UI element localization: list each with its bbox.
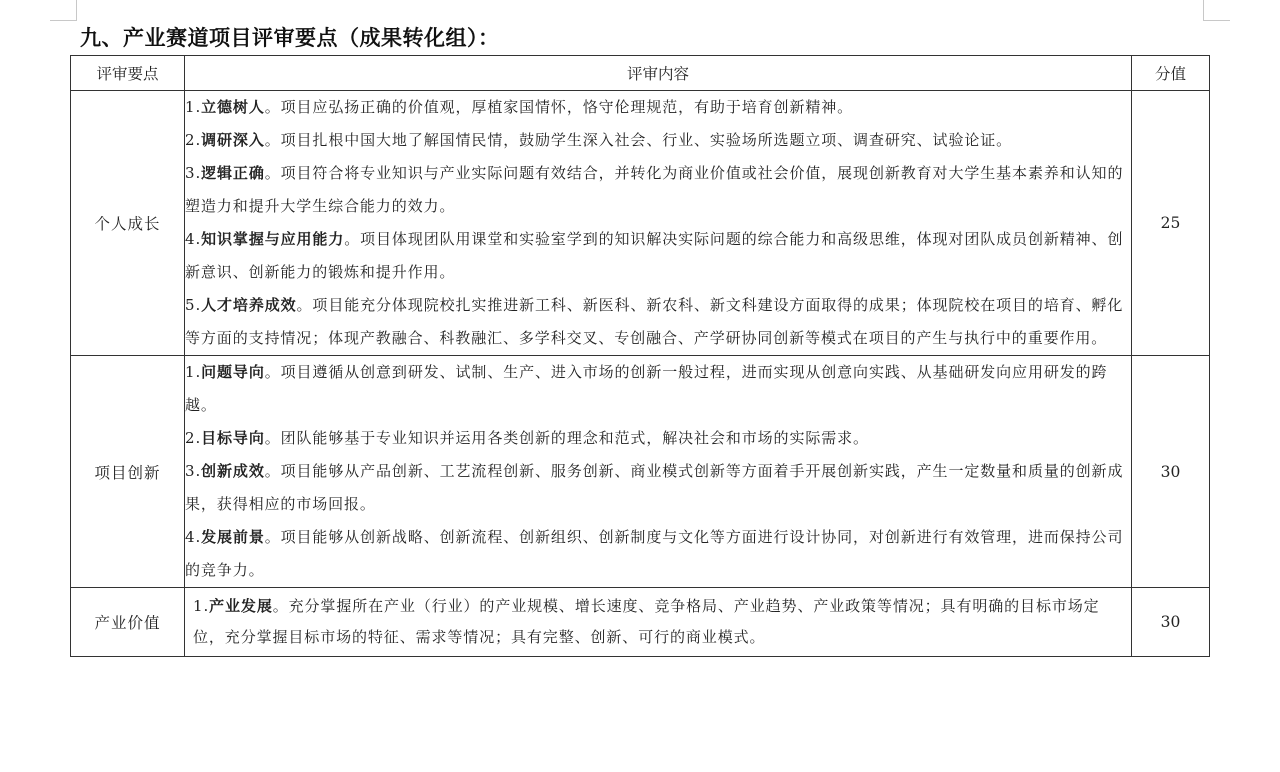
header-score: 分值: [1132, 56, 1210, 91]
table-row-industry-value: [71, 588, 1210, 657]
criterion-item: 1.产业发展。充分掌握所在产业（行业）的产业规模、增长速度、竞争格局、产业趋势、产业政策等情况；具有明确的目标市场定位，充分掌握目标市场的特征、需求等情况；具有完整、创新、可行的商业模式。: [193, 597, 1100, 646]
criterion-key: 调研深入: [201, 131, 265, 149]
criterion-key: 人才培养成效: [201, 296, 297, 314]
criterion-item: 3.逻辑正确。项目符合将专业知识与产业实际问题有效结合，并转化为商业价值或社会价值，展现创新教育对大学生基本素养和认知的塑造力和提升大学生综合能力的效力。: [185, 164, 1124, 215]
table-row-personal-growth: [71, 91, 1210, 356]
criterion-item: 4.知识掌握与应用能力。项目体现团队用课堂和实验室学到的知识解决实际问题的综合能力和高级思维，体现对团队成员创新精神、创新意识、创新能力的锻炼和提升作用。: [185, 230, 1124, 281]
content-cell: [185, 91, 1132, 356]
score-cell: 25: [1132, 91, 1210, 356]
header-review-point: 评审要点: [71, 56, 185, 91]
criterion-item: 5.人才培养成效。项目能充分体现院校扎实推进新工科、新医科、新农科、新文科建设方面取得的成果；体现院校在项目的培育、孵化等方面的支持情况；体现产教融合、科教融汇、多学科交叉、专创融合、产学研协同创新等模式在项目的产生与执行中的重要作用。: [185, 296, 1124, 347]
category-cell: 项目创新: [71, 356, 185, 588]
criterion-item: 4.发展前景。项目能够从创新战略、创新流程、创新组织、创新制度与文化等方面进行设计协同，对创新进行有效管理，进而保持公司的竞争力。: [185, 528, 1124, 579]
page-corner-mark-right: [1203, 0, 1230, 21]
criterion-key: 目标导向: [201, 429, 265, 447]
score-cell: 30: [1132, 356, 1210, 588]
criterion-item: 2.目标导向。团队能够基于专业知识并运用各类创新的理念和范式，解决社会和市场的实际需求。: [185, 429, 869, 447]
table-row-project-innovation: [71, 356, 1210, 588]
criterion-item: 1.立德树人。项目应弘扬正确的价值观，厚植家国情怀，恪守伦理规范，有助于培育创新精神。: [185, 98, 854, 116]
review-criteria-table: [70, 55, 1210, 657]
criterion-key: 问题导向: [201, 363, 265, 381]
page-corner-mark-left: [50, 0, 77, 21]
criterion-key: 发展前景: [201, 528, 265, 546]
category-cell: 个人成长: [71, 91, 185, 356]
header-review-content: 评审内容: [185, 56, 1132, 91]
content-cell: [185, 588, 1132, 657]
criterion-key: 立德树人: [201, 98, 265, 116]
table-header-row: [71, 56, 1210, 91]
criterion-key: 知识掌握与应用能力: [201, 230, 345, 248]
criterion-item: 2.调研深入。项目扎根中国大地了解国情民情，鼓励学生深入社会、行业、实验场所选题立项、调查研究、试验论证。: [185, 131, 1013, 149]
section-title: 九、产业赛道项目评审要点（成果转化组）：: [80, 26, 500, 50]
content-cell: [185, 356, 1132, 588]
score-cell: 30: [1132, 588, 1210, 657]
criterion-item: 3.创新成效。项目能够从产品创新、工艺流程创新、服务创新、商业模式创新等方面着手开展创新实践，产生一定数量和质量的创新成果，获得相应的市场回报。: [185, 462, 1124, 513]
category-cell: 产业价值: [71, 588, 185, 657]
criterion-key: 产业发展: [209, 597, 273, 615]
criterion-item: 1.问题导向。项目遵循从创意到研发、试制、生产、进入市场的创新一般过程，进而实现从创意向实践、从基础研发向应用研发的跨越。: [185, 363, 1108, 414]
criterion-key: 逻辑正确: [201, 164, 265, 182]
criterion-key: 创新成效: [201, 462, 265, 480]
